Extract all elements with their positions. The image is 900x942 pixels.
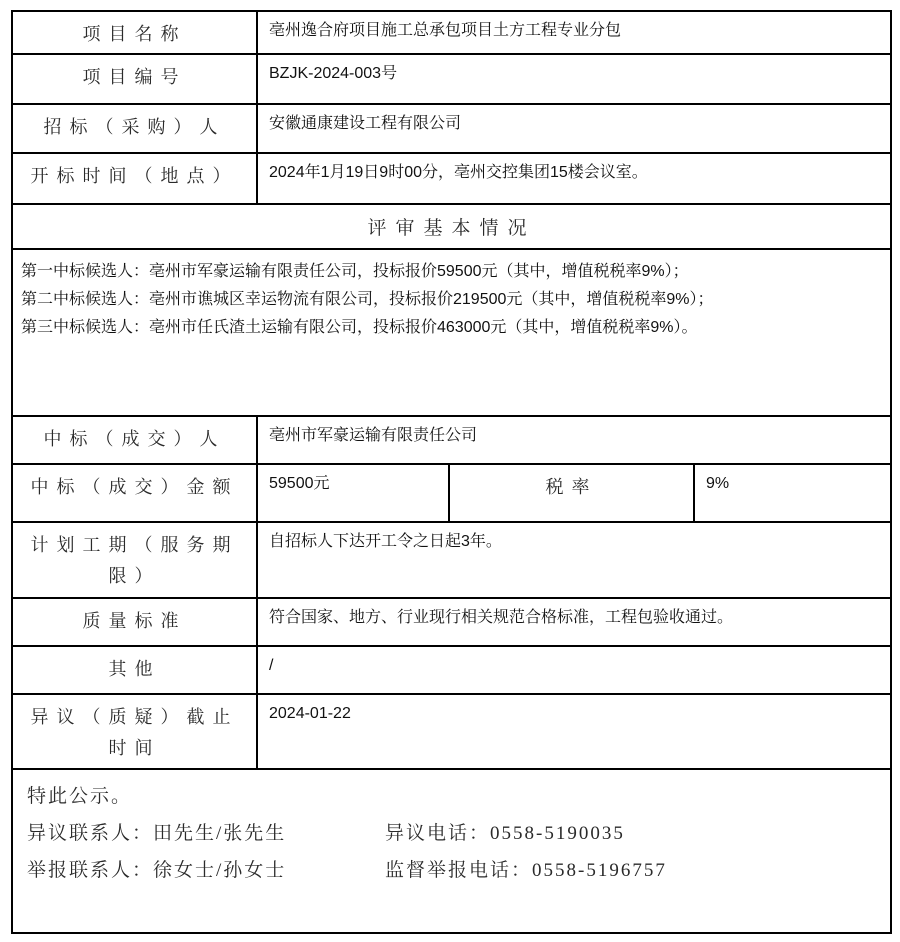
candidate-line-3: 第三中标候选人：亳州市任氏渣土运输有限公司，投标报价463000元（其中，增值税税率9%）。 <box>21 319 698 336</box>
tenderee-label: 招标（采购）人 <box>12 104 257 153</box>
other-label: 其他 <box>12 646 257 694</box>
objection-contact-value: 田先生/张先生 <box>153 823 287 844</box>
row-duration <box>12 522 891 598</box>
quality-label: 质量标准 <box>12 598 257 646</box>
row-project-number <box>12 54 891 104</box>
winner-label: 中标（成交）人 <box>12 416 257 464</box>
project-number-label: 项目编号 <box>12 54 257 104</box>
other-value: / <box>257 646 891 694</box>
report-contact-value: 徐女士/孙女士 <box>153 860 287 881</box>
objection-phone-value: 0558-5190035 <box>490 823 625 844</box>
report-phone-label: 监督举报电话： <box>385 860 533 881</box>
row-other <box>12 646 891 694</box>
objection-deadline-label: 异议（质疑）截止时间 <box>12 694 257 769</box>
row-objection-deadline <box>12 694 891 769</box>
bid-opening-value: 2024年1月19日9时00分，亳州交控集团15楼会议室。 <box>257 153 891 204</box>
report-contact <box>27 852 385 889</box>
announcement-table <box>11 10 892 934</box>
footer-notice: 特此公示。 <box>27 786 133 807</box>
tenderee-value: 安徽通康建设工程有限公司 <box>257 104 891 153</box>
row-footer-notes <box>12 769 891 933</box>
footer-report-line <box>27 852 878 889</box>
tax-rate-label: 税率 <box>449 464 694 522</box>
row-winner <box>12 416 891 464</box>
report-phone <box>385 860 667 881</box>
duration-label: 计划工期（服务期限） <box>12 522 257 598</box>
row-amount <box>12 464 891 522</box>
review-section-header: 评审基本情况 <box>12 204 891 249</box>
report-phone-value: 0558-5196757 <box>532 860 667 881</box>
row-review-header <box>12 204 891 249</box>
objection-contact <box>27 815 385 852</box>
project-name-value: 亳州逸合府项目施工总承包项目土方工程专业分包 <box>257 11 891 54</box>
tax-rate-value: 9% <box>694 464 891 522</box>
candidate-line-1: 第一中标候选人：亳州市军豪运输有限责任公司，投标报价59500元（其中，增值税税率9%）； <box>21 263 689 280</box>
amount-value: 59500元 <box>257 464 449 522</box>
winner-value: 亳州市军豪运输有限责任公司 <box>257 416 891 464</box>
row-tenderee <box>12 104 891 153</box>
objection-deadline-value: 2024-01-22 <box>257 694 891 769</box>
objection-phone-label: 异议电话： <box>385 823 491 844</box>
row-bid-opening <box>12 153 891 204</box>
project-name-label: 项目名称 <box>12 11 257 54</box>
project-number-value: BZJK-2024-003号 <box>257 54 891 104</box>
amount-label: 中标（成交）金额 <box>12 464 257 522</box>
footer-notes-cell <box>12 769 891 933</box>
objection-phone <box>385 823 625 844</box>
bid-opening-label: 开标时间（地点） <box>12 153 257 204</box>
quality-value: 符合国家、地方、行业现行相关规范合格标准，工程包验收通过。 <box>257 598 891 646</box>
row-candidates <box>12 249 891 416</box>
footer-objection-line <box>27 815 878 852</box>
report-contact-label: 举报联系人： <box>27 860 154 881</box>
candidate-line-2: 第二中标候选人：亳州市谯城区幸运物流有限公司，投标报价219500元（其中，增值税税率9%）； <box>21 291 714 308</box>
row-project-name <box>12 11 891 54</box>
row-quality <box>12 598 891 646</box>
duration-value: 自招标人下达开工令之日起3年。 <box>257 522 891 598</box>
objection-contact-label: 异议联系人： <box>27 823 154 844</box>
candidates-cell <box>12 249 891 416</box>
